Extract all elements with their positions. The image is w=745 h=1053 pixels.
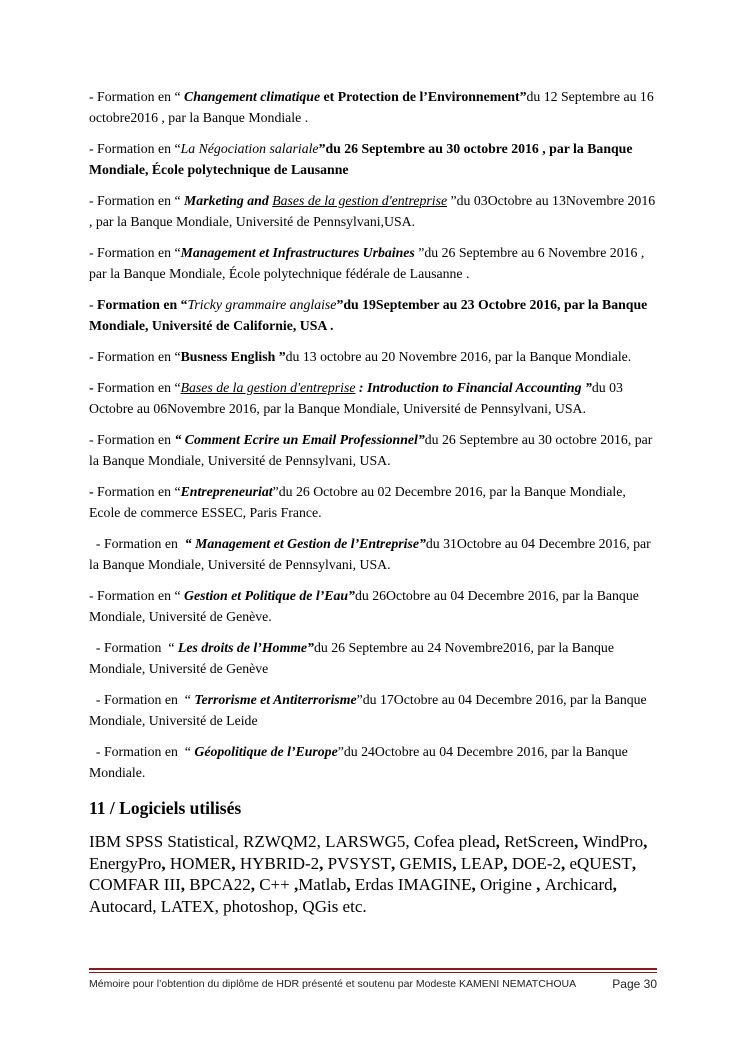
item-title-link: Bases de la gestion d'entreprise	[180, 380, 356, 395]
item-title: Marketing and	[184, 193, 273, 208]
software-item: ,	[231, 853, 240, 873]
software-item: C++	[259, 875, 294, 894]
software-list	[89, 831, 659, 917]
footer-rule	[89, 968, 657, 970]
item-title-rest: et Protection de l’Environnement”	[320, 89, 527, 104]
software-item: ,	[346, 875, 355, 894]
item-prefix: - Formation en “	[89, 349, 181, 364]
software-item: ,	[612, 875, 617, 894]
item-prefix: - Formation en “	[89, 744, 195, 759]
footer-text: Mémoire pour l’obtention du diplôme de HDR présenté et soutenu par Modeste KAMENI NEMATCHOUA	[89, 978, 577, 990]
training-item	[89, 346, 659, 367]
item-prefix: - Formation en “	[89, 193, 185, 208]
item-title: Management et Infrastructures Urbaines	[180, 245, 415, 260]
item-prefix: - Formation “	[89, 640, 178, 655]
training-item	[89, 637, 659, 679]
training-item	[89, 585, 659, 627]
software-item: DOE-2	[511, 853, 561, 873]
software-item: ,	[471, 875, 480, 894]
software-item: BPCA22	[189, 875, 251, 894]
training-item	[89, 741, 659, 783]
item-prefix: - Formation en “	[89, 89, 185, 104]
software-item: IBM SPSS Statistical, RZWQM2, LARSWG5, Cofea plead	[89, 832, 496, 851]
item-prefix: -	[89, 484, 98, 499]
software-item: ,	[495, 832, 505, 851]
item-prefix: -	[89, 380, 98, 395]
software-item: ,	[643, 832, 648, 851]
software-item: RetScreen	[504, 832, 574, 851]
item-title: Changement climatique	[184, 89, 321, 104]
software-item: ,	[250, 875, 260, 894]
item-prefix: - Formation en	[89, 536, 185, 551]
item-title: Les droits de l’Homme”	[177, 640, 314, 655]
software-item: ,	[503, 853, 512, 873]
software-item: HOMER	[169, 853, 232, 873]
training-item	[89, 190, 659, 232]
item-prefix-text: Formation en “	[97, 380, 181, 395]
software-item: ,	[452, 853, 461, 873]
software-item: Autocard, LATEX, photoshop, QGis etc.	[89, 896, 367, 916]
software-item: Origine	[479, 875, 537, 894]
software-item: ,	[180, 875, 190, 894]
training-item	[89, 86, 659, 128]
item-prefix-text: Formation en “	[97, 484, 181, 499]
item-title: Géopolitique de l’Europe	[194, 744, 338, 759]
item-title: Busness English ”	[180, 349, 286, 364]
item-details: du 13 octobre au 20 Novembre 2016, par la Banque Mondiale.	[285, 349, 632, 364]
document-body	[89, 86, 659, 917]
item-title: La Négociation salariale	[180, 141, 319, 156]
section-heading: 11 / Logiciels utilisés	[89, 798, 242, 818]
item-title: “ Management et Gestion de l’Entreprise”	[184, 536, 426, 551]
item-prefix-bold: Formation en “	[97, 297, 188, 312]
item-prefix: - Formation en “	[89, 141, 181, 156]
item-title: Terrorisme et Antiterrorisme	[194, 692, 357, 707]
item-details: ”du 26 Septembre au 30 octobre 2016 , par la Banque Mondiale, École polytechnique de Lausanne	[89, 141, 633, 177]
software-item: Archicard	[544, 875, 613, 894]
item-details: du 12 Septembre au 16 octobre2016 , par la Banque Mondiale .	[89, 89, 654, 125]
software-item: ,	[573, 832, 583, 851]
item-details: ”du 03Octobre au 13Novembre 2016 , par la Banque Mondiale, Université de Pennsylvani,USA.	[89, 193, 656, 229]
software-item: ,	[560, 853, 570, 873]
item-title: Gestion et Politique de l’Eau”	[184, 588, 355, 603]
training-item	[89, 533, 659, 575]
training-item	[89, 138, 659, 180]
item-details: ”du 19September au 23 Octobre 2016, par la Banque Mondiale, Université de Californie, USA .	[89, 297, 648, 333]
training-item	[89, 377, 659, 419]
software-item: eQUEST	[569, 853, 632, 873]
software-item: GEMIS	[399, 853, 453, 873]
software-item: PVSYST	[327, 853, 391, 873]
software-item: ,	[161, 853, 170, 873]
item-details: du 26 Septembre au 30 octobre 2016, par la Banque Mondiale, Université de Pennsylvani, USA.	[89, 432, 653, 468]
item-title: “ Comment Ecrire un Email Professionnel”	[174, 432, 425, 447]
item-details: ”du 17Octobre au 04 Decembre 2016, par la Banque Mondiale, Université de Leide	[89, 692, 647, 728]
software-item: Erdas IMAGINE	[354, 875, 472, 894]
software-item: LEAP	[460, 853, 504, 873]
item-prefix: - Formation en	[89, 432, 175, 447]
software-item: ,	[631, 853, 637, 873]
footer-rule-thin	[89, 972, 657, 973]
item-details: du 03 Octobre au 06Novembre 2016, par la Banque Mondiale, Université de Pennsylvani, USA.	[89, 380, 623, 416]
item-details: du 26Octobre au 04 Decembre 2016, par la Banque Mondiale, Université de Genève.	[89, 588, 639, 624]
item-prefix: - Formation en “	[89, 245, 181, 260]
software-item: ,	[319, 853, 328, 873]
item-details: ”du 26 Septembre au 6 Novembre 2016 , par la Banque Mondiale, École polytechnique fédérale de Lausanne .	[89, 245, 645, 281]
item-title: : Introduction to Financial Accounting ”	[355, 380, 592, 395]
software-item: EnergyPro	[89, 853, 162, 873]
software-item: HYBRID-2	[239, 853, 320, 873]
software-item: Matlab	[298, 875, 347, 894]
training-item	[89, 689, 659, 731]
item-title: Entrepreneuriat	[180, 484, 273, 499]
software-item: ,	[536, 875, 545, 894]
item-details: ”du 26 Octobre au 02 Decembre 2016, par la Banque Mondiale, Ecole de commerce ESSEC, Paris France.	[89, 484, 626, 520]
training-item	[89, 429, 659, 471]
item-title-link: Bases de la gestion d'entreprise	[272, 193, 448, 208]
software-item: WindPro	[582, 832, 644, 851]
software-item: ,	[390, 853, 400, 873]
training-item	[89, 481, 659, 523]
page-number: Page 30	[612, 977, 657, 991]
item-details: du 26 Septembre au 24 Novembre2016, par la Banque Mondiale, Université de Genève	[89, 640, 614, 676]
item-details: ”du 24Octobre au 04 Decembre 2016, par la Banque Mondiale.	[89, 744, 628, 780]
item-prefix: - Formation en “	[89, 692, 195, 707]
software-item: ,	[293, 875, 299, 894]
item-prefix: - Formation en “	[89, 588, 185, 603]
training-item	[89, 294, 659, 336]
item-prefix: -	[89, 297, 98, 312]
training-item	[89, 242, 659, 284]
item-title: Tricky grammaire anglaise	[187, 297, 337, 312]
item-details: du 31Octobre au 04 Decembre 2016, par la Banque Mondiale, Université de Pennsylvani, USA.	[89, 536, 651, 572]
software-item: COMFAR III	[89, 875, 181, 894]
